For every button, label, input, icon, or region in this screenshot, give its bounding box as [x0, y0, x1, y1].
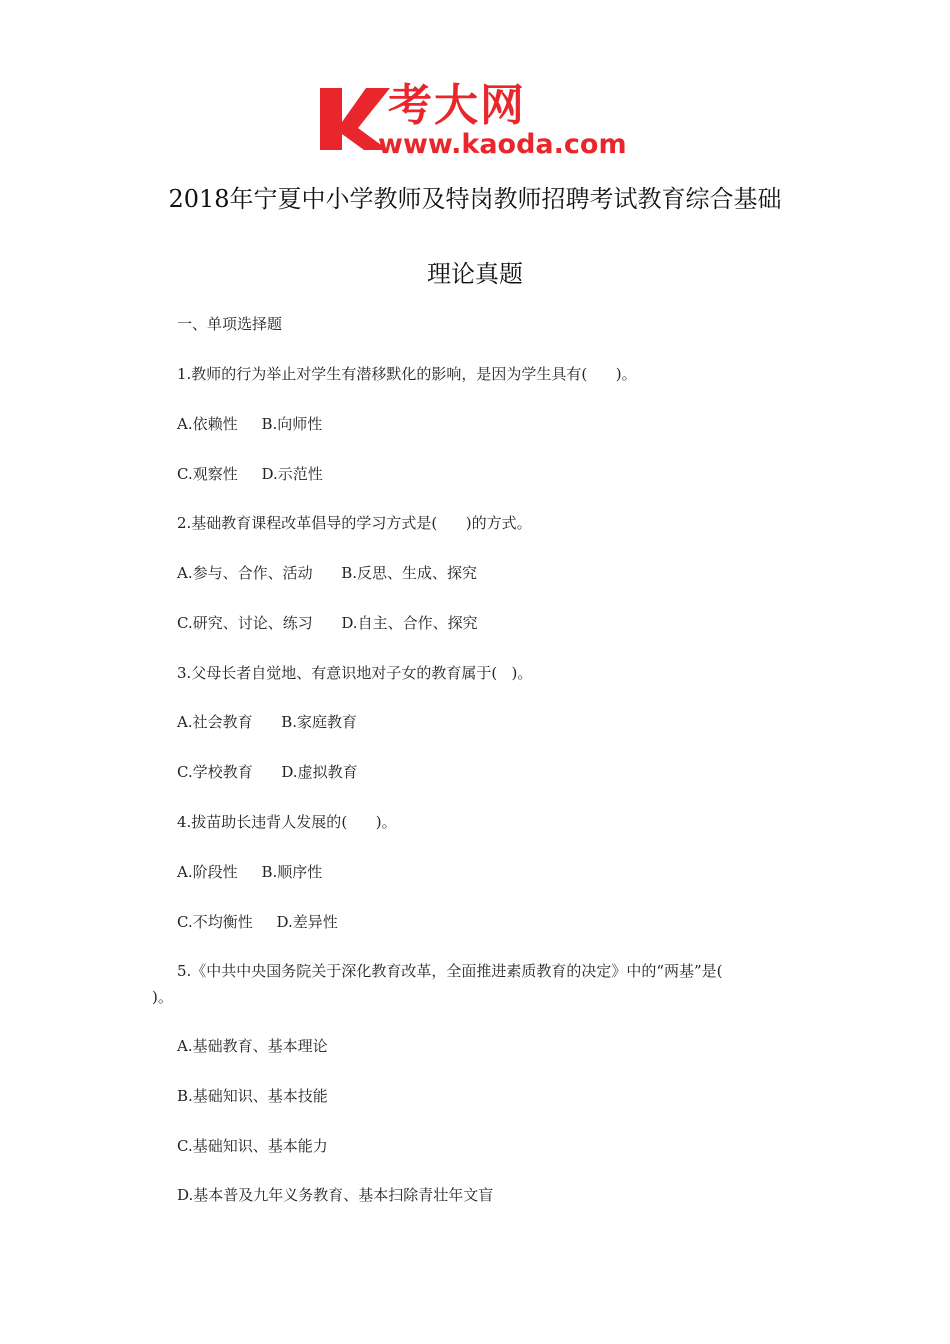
kaoda-logo [318, 82, 638, 162]
page-title-line1: 2018年宁夏中小学教师及特岗教师招聘考试教育综合基础 [168, 185, 782, 213]
question-5-stem-line1: 5.《中共中央国务院关于深化教育改革，全面推进素质教育的决定》中的“两基”是( [177, 962, 723, 980]
question-5-option-a: A.基础教育、基本理论 [177, 1037, 328, 1055]
question-4-options-ab: A.阶段性 B.顺序性 [177, 863, 323, 881]
question-2-options-cd: C.研究、讨论、练习 D.自主、合作、探究 [177, 614, 478, 632]
question-4-stem: 4.拔苗助长违背人发展的( )。 [177, 813, 397, 831]
question-5-option-d: D.基本普及九年义务教育、基本扫除青壮年文盲 [177, 1186, 494, 1204]
logo-brand-text: 考大网 [388, 80, 526, 131]
question-1-stem: 1.教师的行为举止对学生有潜移默化的影响，是因为学生具有( )。 [177, 365, 637, 383]
question-3-options-ab: A.社会教育 B.家庭教育 [177, 713, 358, 731]
question-5-stem-line2: )。 [152, 988, 173, 1006]
question-3-stem: 3.父母长者自觉地、有意识地对子女的教育属于( )。 [177, 664, 533, 682]
question-4-options-cd: C.不均衡性 D.差异性 [177, 913, 338, 931]
question-2-options-ab: A.参与、合作、活动 B.反思、生成、探究 [177, 564, 478, 582]
logo-url-text: www.kaoda.com [378, 129, 627, 160]
page-title-line2: 理论真题 [427, 260, 523, 288]
question-2-stem: 2.基础教育课程改革倡导的学习方式是( )的方式。 [177, 514, 532, 532]
section-heading: 一、单项选择题 [177, 315, 283, 333]
question-1-options-ab: A.依赖性 B.向师性 [177, 415, 323, 433]
question-3-options-cd: C.学校教育 D.虚拟教育 [177, 763, 358, 781]
question-1-options-cd: C.观察性 D.示范性 [177, 465, 323, 483]
question-5-option-b: B.基础知识、基本技能 [177, 1087, 328, 1105]
question-5-option-c: C.基础知识、基本能力 [177, 1137, 328, 1155]
